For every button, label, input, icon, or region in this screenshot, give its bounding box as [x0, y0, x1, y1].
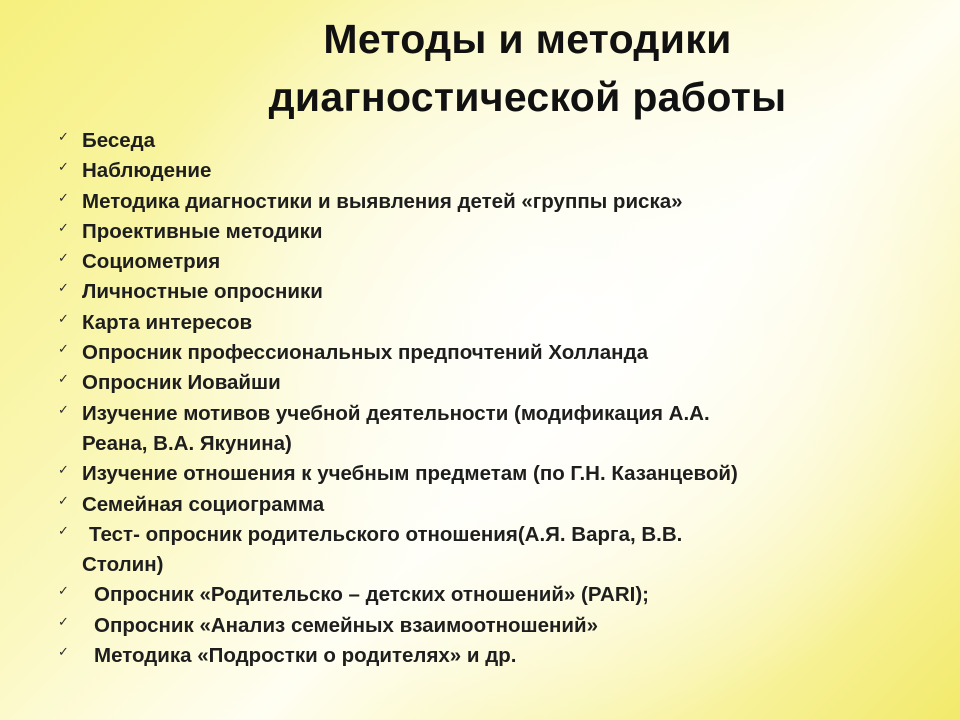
- list-item: [58, 399, 938, 460]
- list-item: [58, 156, 938, 186]
- list-item-text: Изучение отношения к учебным предметам (по Г.Н. Казанцевой): [82, 462, 738, 486]
- list-item-text: Опросник «Анализ семейных взаимоотношений»: [94, 613, 599, 637]
- checkmark-icon: ✓: [58, 130, 69, 145]
- list-item-text: Опросник «Родительско – детских отношений» (PARI);: [94, 583, 649, 607]
- list-item-text: Социометрия: [82, 250, 221, 274]
- checkmark-icon: ✓: [58, 311, 69, 327]
- list-item-text: Методика диагностики и выявления детей «группы риска»: [82, 189, 683, 213]
- list-item: [58, 641, 938, 671]
- list-item-text: Семейная социограмма: [82, 492, 325, 516]
- list-item: [58, 277, 938, 307]
- checkmark-icon: ✓: [58, 220, 69, 236]
- list-item: [58, 247, 938, 277]
- list-item-text: Беседа: [82, 129, 156, 152]
- list-item-text: Тест- опросник родительского отношения(А.Я. Варга, В.В.: [89, 522, 683, 546]
- list-item: [58, 611, 938, 641]
- methods-list: [58, 126, 938, 671]
- list-item-text-continuation: Столин): [82, 553, 164, 577]
- title-line-1: Методы и методики: [323, 16, 732, 62]
- list-item: [58, 520, 938, 581]
- checkmark-icon: ✓: [58, 493, 69, 509]
- list-item-text: Проективные методики: [82, 219, 323, 243]
- list-item-text: Изучение мотивов учебной деятельности (модификация А.А.: [82, 401, 710, 425]
- list-item-text-continuation: Реана, В.А. Якунина): [82, 431, 292, 455]
- list-item-text: Опросник Иовайши: [82, 371, 281, 395]
- checkmark-icon: ✓: [58, 281, 69, 297]
- list-item: [58, 459, 938, 489]
- list-item: [58, 126, 938, 156]
- title-line-2: диагностической работы: [268, 74, 787, 120]
- list-item-text: Опросник профессиональных предпочтений Холланда: [82, 341, 648, 365]
- list-item-text: Методика «Подростки о родителях» и др.: [94, 644, 517, 668]
- checkmark-icon: ✓: [58, 372, 69, 388]
- list-item: [58, 490, 938, 520]
- list-item-text: Наблюдение: [82, 159, 212, 183]
- checkmark-icon: ✓: [58, 645, 69, 661]
- checkmark-icon: ✓: [58, 584, 69, 600]
- checkmark-icon: ✓: [58, 523, 69, 539]
- list-item: [58, 308, 938, 338]
- list-item: [58, 187, 938, 217]
- checkmark-icon: ✓: [58, 402, 69, 418]
- checkmark-icon: ✓: [58, 251, 69, 267]
- list-item-text: Личностные опросники: [82, 280, 323, 304]
- list-item-text: Карта интересов: [82, 310, 253, 334]
- checkmark-icon: ✓: [58, 614, 69, 630]
- list-item: [58, 338, 938, 368]
- list-item: [58, 368, 938, 398]
- list-item: [58, 217, 938, 247]
- checkmark-icon: ✓: [58, 342, 69, 358]
- checkmark-icon: ✓: [58, 160, 69, 176]
- list-item: [58, 580, 938, 610]
- checkmark-icon: ✓: [58, 463, 69, 479]
- checkmark-icon: ✓: [58, 190, 69, 206]
- slide-title: [0, 10, 960, 126]
